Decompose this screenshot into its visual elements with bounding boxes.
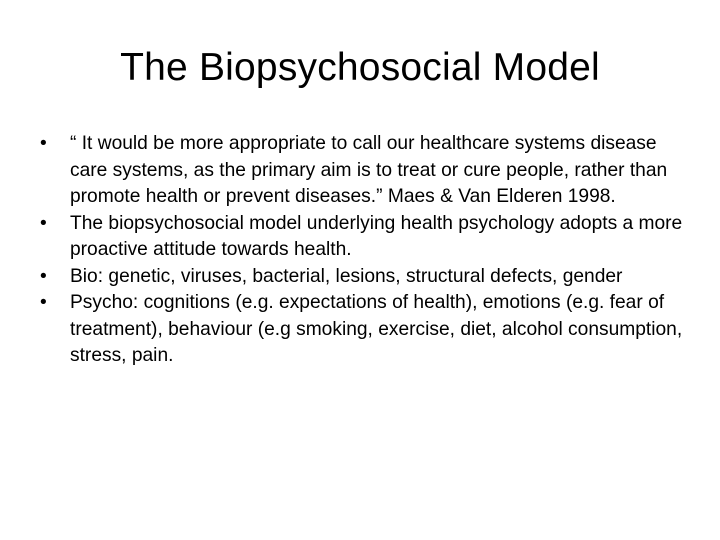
bullet-icon: • bbox=[40, 133, 47, 154]
bullet-text: “ It would be more appropriate to call our healthcare systems disease care systems, as the primary aim is to treat or cure people, rather than promote health or prevent diseases.” Maes & Van Elderen 1998. bbox=[70, 133, 668, 207]
bullet-item-bio bbox=[36, 264, 696, 291]
bullet-item-psycho bbox=[36, 290, 696, 370]
bullet-text: Bio: genetic, viruses, bacterial, lesions, structural defects, gender bbox=[70, 265, 623, 287]
bullet-list bbox=[36, 131, 696, 370]
bullet-text: The biopsychosocial model underlying health psychology adopts a more proactive attitude towards health. bbox=[70, 212, 683, 260]
bullet-text: Psycho: cognitions (e.g. expectations of health), emotions (e.g. fear of treatment), behaviour (e.g smoking, exercise, diet, alcohol consumption, stress, pain. bbox=[70, 292, 683, 366]
bullet-item-quote bbox=[36, 131, 696, 211]
bullet-icon: • bbox=[40, 265, 47, 287]
slide-title: The Biopsychosocial Model bbox=[120, 46, 600, 89]
bullet-item-model bbox=[36, 211, 696, 264]
bullet-icon: • bbox=[40, 212, 47, 234]
bullet-icon: • bbox=[40, 292, 47, 313]
